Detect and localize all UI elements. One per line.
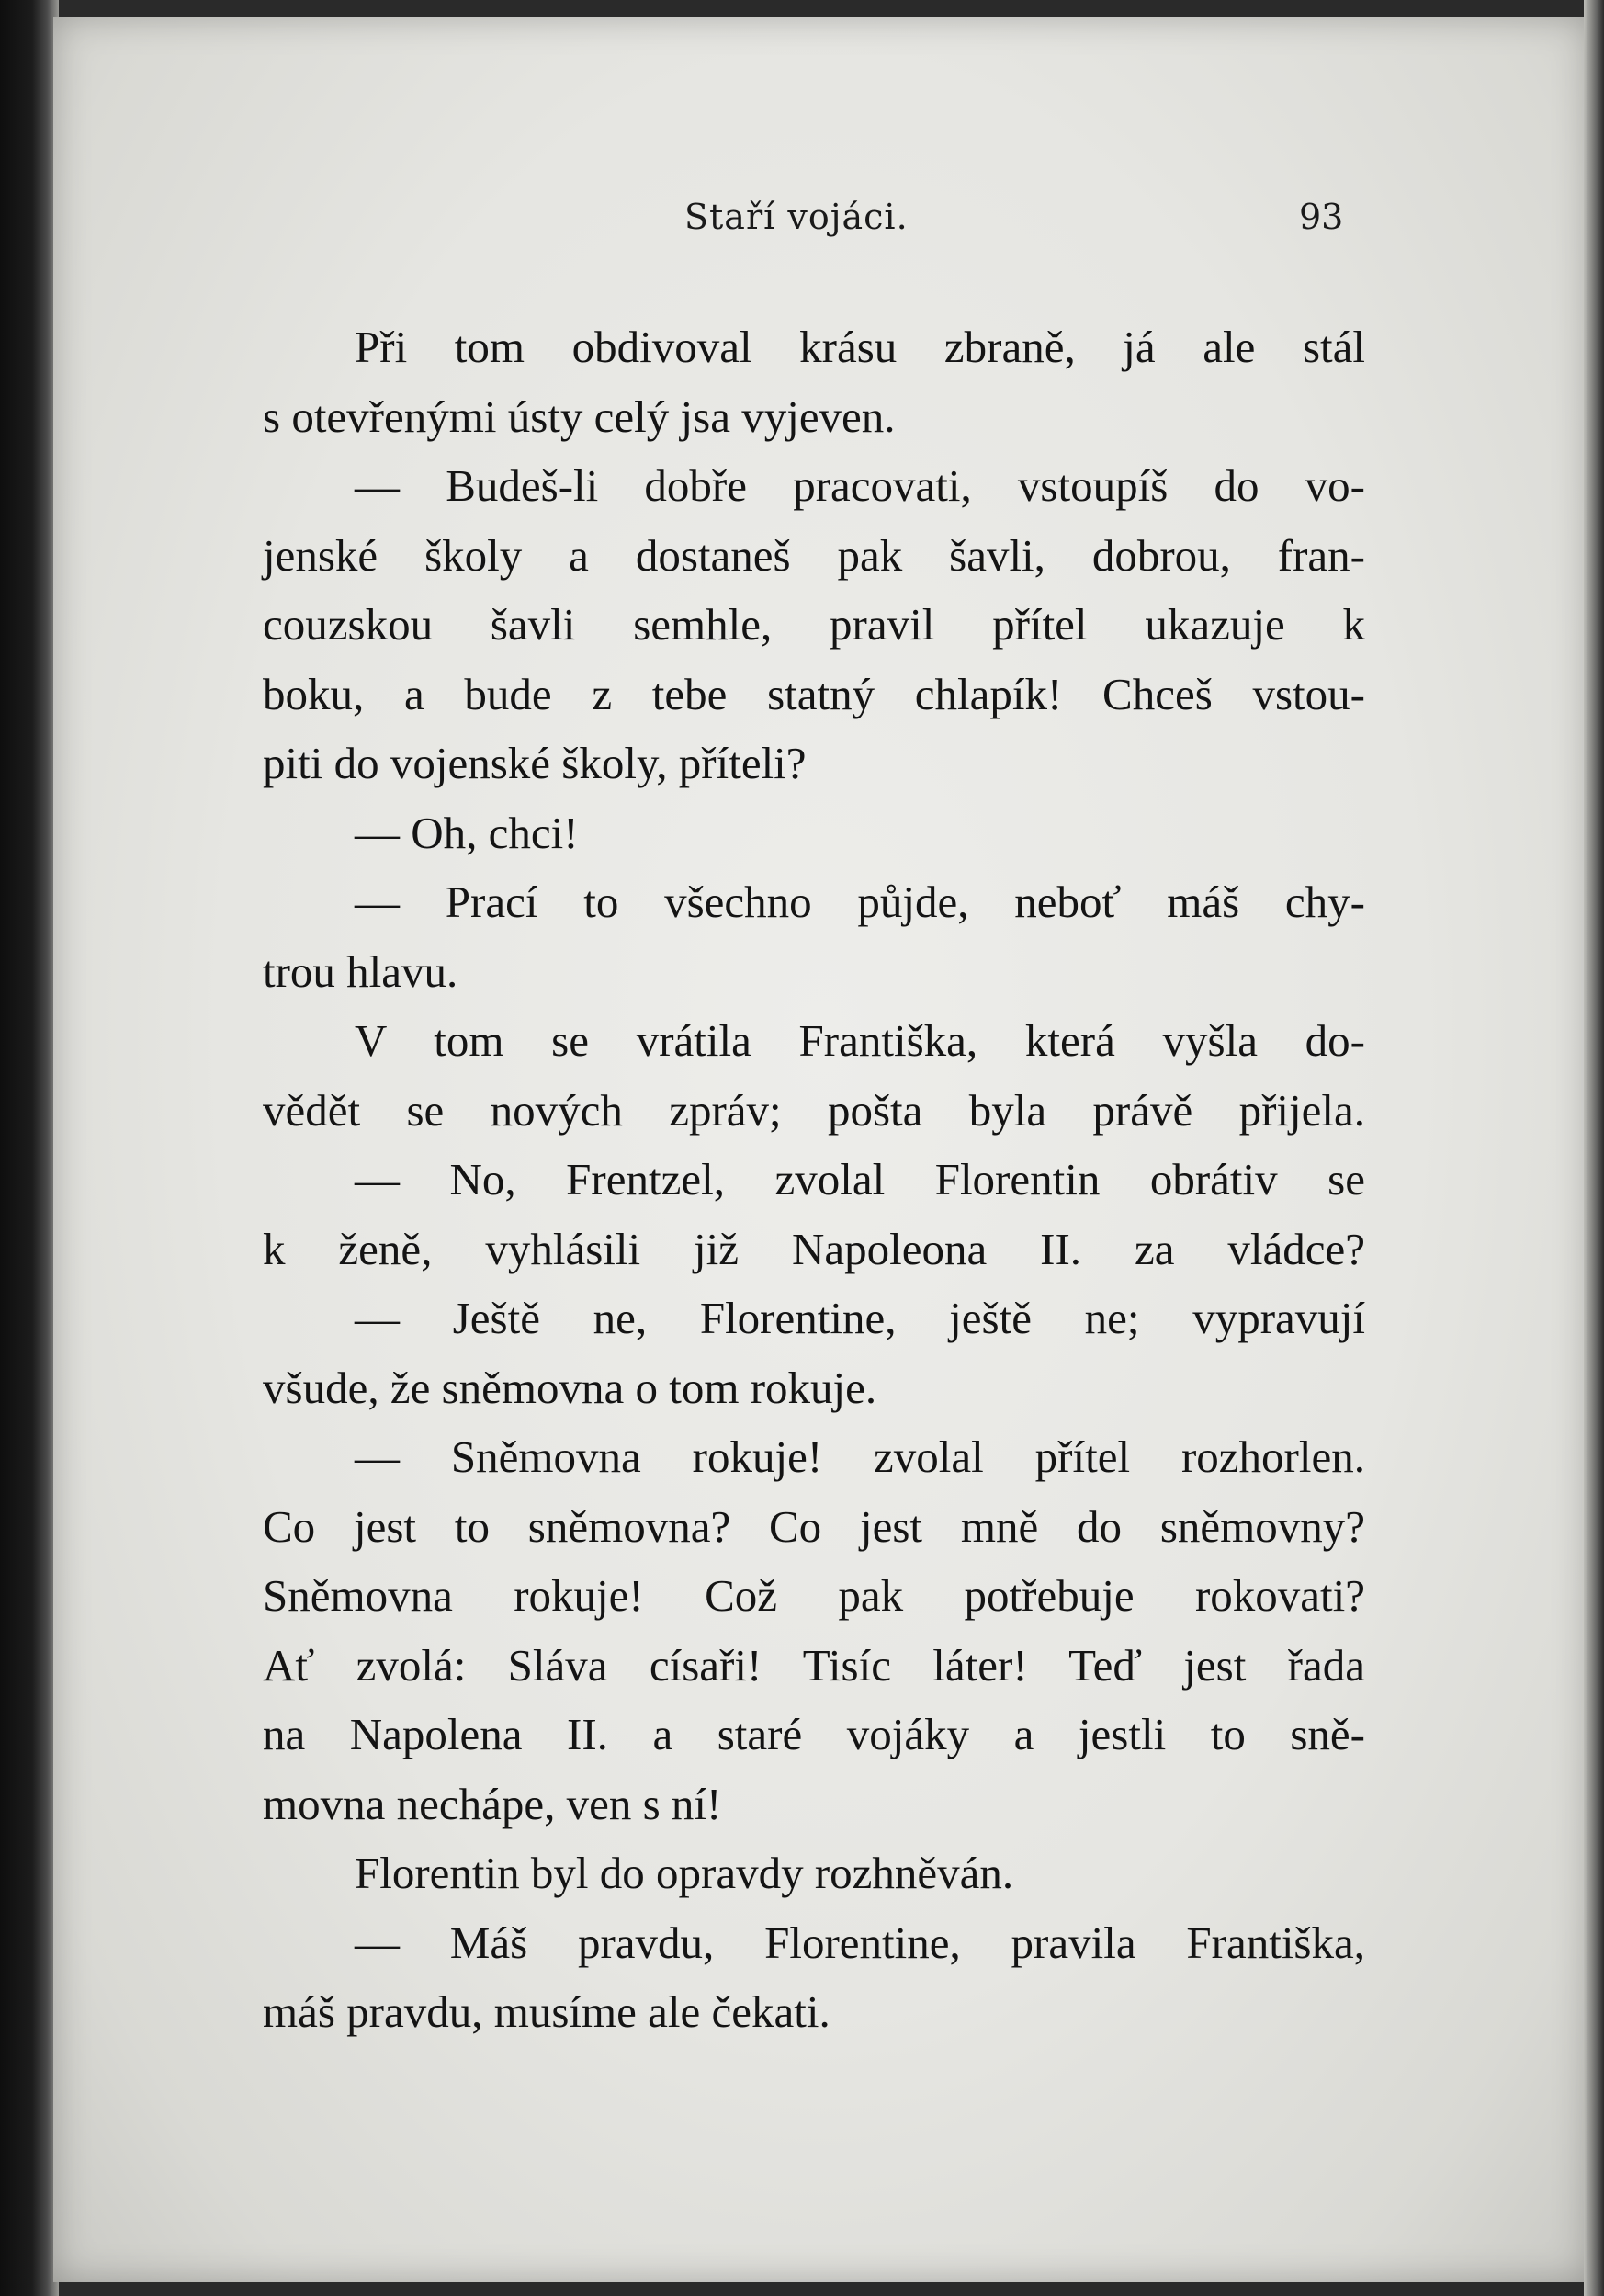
text-line: V tom se vrátila Františka, která vyšla do- <box>355 1015 1365 1066</box>
running-title: Staří vojáci. <box>684 197 909 237</box>
text-line: piti do vojenské školy, příteli? <box>263 738 807 788</box>
text-line: jenské školy a dostaneš pak šavli, dobrou, fran- <box>263 529 1365 581</box>
page-header <box>0 197 1604 248</box>
text-line: Sněmovna rokuje! Což pak potřebuje rokovati? <box>263 1570 1365 1621</box>
text-line: — Prací to všechno půjde, neboť máš chy- <box>355 877 1365 927</box>
text-line: máš pravdu, musíme ale čekati. <box>263 1986 830 2037</box>
text-line: s otevřenými ústy celý jsa vyjeven. <box>263 390 896 442</box>
text-line: — Oh, chci! <box>355 807 579 858</box>
text-line: Co jest to sněmovna? Co jest mně do sněmovny? <box>263 1500 1365 1552</box>
text-line: k ženě, vyhlásili již Napoleona II. za vládce? <box>263 1223 1365 1274</box>
text-line: — Máš pravdu, Florentine, pravila Františka, <box>355 1917 1365 1968</box>
text-line: — Sněmovna rokuje! zvolal přítel rozhorlen. <box>355 1431 1365 1482</box>
text-line: Při tom obdivoval krásu zbraně, já ale stál <box>355 322 1365 372</box>
text-line: vědět se nových zpráv; pošta byla právě přijela. <box>263 1084 1365 1136</box>
text-line: trou hlavu. <box>263 945 458 997</box>
text-line: — Ještě ne, Florentine, ještě ne; vypravují <box>355 1293 1365 1343</box>
text-line: Ať zvolá: Sláva císaři! Tisíc láter! Teď jest řada <box>263 1639 1365 1691</box>
page-edge-shadow <box>1584 0 1604 2296</box>
text-line: Florentin byl do opravdy rozhněván. <box>355 1848 1014 1898</box>
text-line: — No, Frentzel, zvolal Florentin obrátiv se <box>355 1154 1365 1205</box>
text-line: — Budeš-li dobře pracovati, vstoupíš do vo- <box>355 460 1365 511</box>
text-line: na Napolena II. a staré vojáky a jestli to sně- <box>263 1709 1365 1759</box>
text-body <box>263 312 1365 2047</box>
page-number: 93 <box>1299 197 1344 237</box>
book-binding-shadow <box>0 0 59 2296</box>
text-line: boku, a bude z tebe statný chlapík! Chceš vstou- <box>263 668 1365 719</box>
text-line: všude, že sněmovna o tom rokuje. <box>263 1362 877 1413</box>
text-line: couzskou šavli semhle, pravil přítel ukazuje k <box>263 599 1365 650</box>
text-line: movna nechápe, ven s ní! <box>263 1778 722 1829</box>
